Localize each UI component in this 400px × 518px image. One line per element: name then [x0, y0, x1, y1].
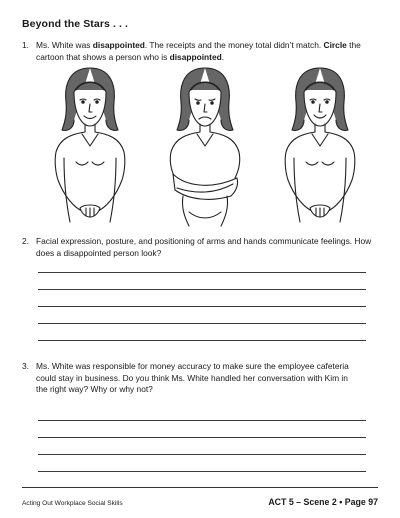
answer-line[interactable]	[38, 272, 366, 273]
cartoon-woman-content[interactable]	[270, 62, 370, 230]
question-number: 1.	[22, 40, 29, 50]
cartoon-woman-disappointed[interactable]	[155, 62, 255, 230]
text-part: Ms. White was	[36, 40, 93, 50]
answer-line[interactable]	[38, 454, 366, 455]
cartoon-woman-content[interactable]	[40, 62, 140, 230]
answer-line[interactable]	[38, 420, 366, 421]
question-text: Ms. White was responsible for money accuracy to make sure the employee cafeteria could stay in business. Do you think Ms. White handled her conversation with Kim in the right way? Why or why not?	[36, 361, 349, 394]
bold-word-circle: Circle	[323, 40, 347, 50]
cartoon-row	[40, 62, 370, 232]
text-part: . The receipts and the money total didn’t match.	[144, 40, 324, 50]
text-part: .	[221, 51, 225, 62]
question-number: 2.	[22, 236, 29, 246]
answer-line[interactable]	[38, 289, 366, 290]
footer-page-info: ACT 5 – Scene 2 • Page 97	[268, 497, 378, 507]
bold-word-disappointed: disappointed	[92, 40, 145, 50]
bold-word-disappointed: disappointed	[169, 51, 222, 62]
question-text: Facial expression, posture, and positioning of arms and hands communicate feelings. How does a disappointed person look?	[36, 236, 372, 258]
text-part: the cartoon that shows a person who is	[36, 40, 361, 62]
answer-line[interactable]	[38, 471, 366, 472]
footer-book-title: Acting Out Workplace Social Skills	[22, 500, 123, 507]
question-text	[36, 40, 372, 63]
section-title: Beyond the Stars . . .	[22, 18, 129, 30]
question-number: 3.	[22, 361, 29, 371]
answer-line[interactable]	[38, 323, 366, 324]
footer-rule	[22, 487, 378, 488]
answer-line[interactable]	[38, 340, 366, 341]
answer-line[interactable]	[38, 306, 366, 307]
answer-line[interactable]	[38, 437, 366, 438]
